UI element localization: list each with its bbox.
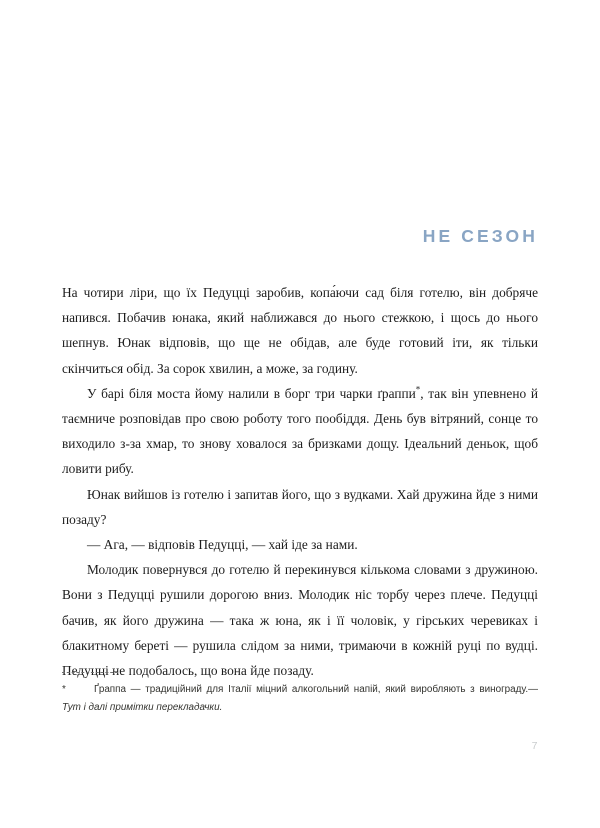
footnote-translator-note: Тут і далі примітки перекладачки. — [62, 701, 223, 713]
paragraph: На чотири ліри, що їх Педуцці заробив, копа́ючи сад біля готелю, він добряче напився. Побачив юнака, який наближався до нього стежкою, і щось до нього шепнув. Юнак відповів, що ще не обідав, але буде готовий іти, як тільки скінчиться обід. За сорок хвилин, а може, за годину. — [62, 285, 538, 376]
page-number: 7 — [531, 740, 538, 752]
footnote-block — [62, 672, 538, 716]
footnote-reference-marker[interactable]: * — [415, 384, 421, 395]
footnote-marker: * — [62, 684, 66, 695]
footnote-entry — [62, 681, 538, 716]
paragraph: Юнак вийшов із готелю і запитав його, що з вудками. Хай дружина йде з ними позаду? — [62, 486, 538, 527]
paragraph-with-footnote-ref — [62, 381, 538, 482]
chapter-title: НЕ СЕЗОН — [422, 225, 538, 246]
paragraph: Молодик повернувся до готелю й перекинувся кількома словами з дружиною. Вони з Педуцці рушили дорогою вниз. Молодик ніс торбу через плече. Педуцці бачив, як його дружина — така ж юна, як і її чоловік, у гірських черевиках і блакитному береті — рушила слідом за ними, тримаючи в кожній руці по вудці. Педуцці не подобалось, що вона йде позаду. — [62, 562, 538, 679]
paragraph-text-before-footnote: У барі біля моста йому налили в борг три чарки ґраппи — [87, 385, 416, 401]
paragraph-text-after-footnote: , так він упевнено й таємниче розповідав про свою роботу того пообіддя. День був вітряний, сонце то виходило з-за хмар, то знову ховалося за бризками дощу. Ідеальний деньок, щоб ловити рибу. — [62, 385, 538, 477]
dialogue-line: — Ага, — відповів Педуцці, — хай іде за нами. — [87, 537, 358, 553]
footnote-text: Ґраппа — традиційний для Італії міцний алкогольний напій, який виробляють з винограду.— — [94, 684, 538, 695]
body-text-block — [62, 280, 538, 683]
